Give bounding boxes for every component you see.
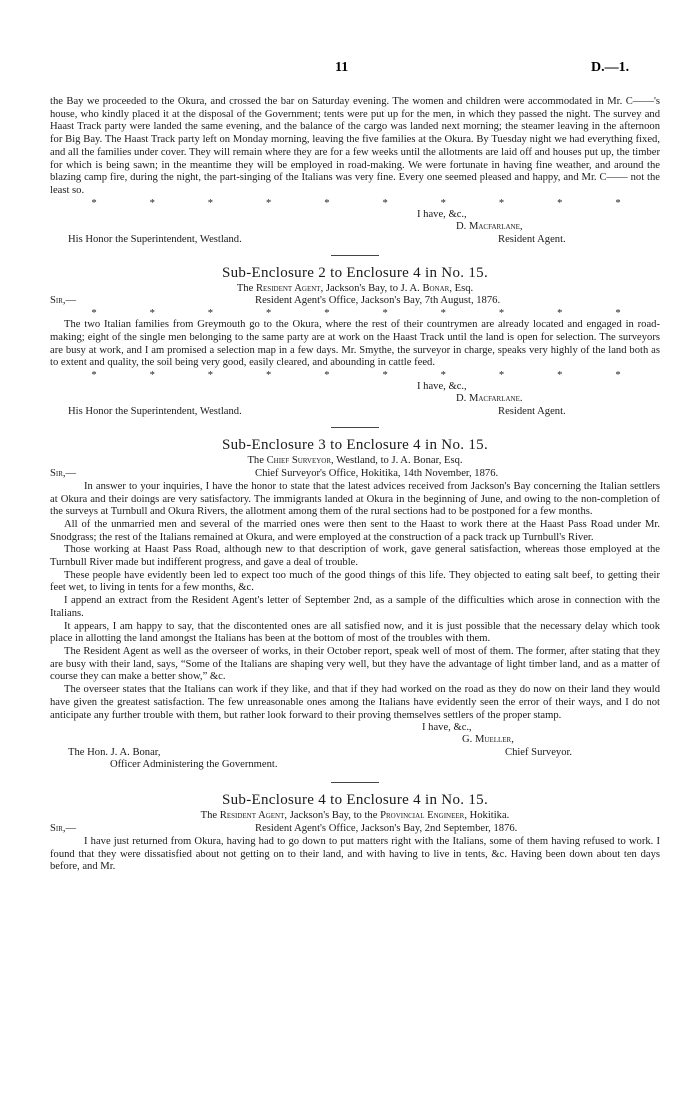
letter-location: Resident Agent's Office, Jackson's Bay, 7th August, 1876. <box>255 295 501 307</box>
salutation: Sir,— <box>50 295 77 307</box>
sub3-signature-block <box>50 722 660 771</box>
sub4-title: Sub-Enclosure 4 to Enclosure 4 in No. 15. <box>221 792 488 809</box>
page-header <box>0 60 700 80</box>
sub3-paragraph: The Resident Agent as well as the overseer of works, in their October report, speak well of most of them. The former, after stating that they are busy with their land, says, “Some of the Italians are shaping very well, but they have the advantage of light timber land, and as a matter of course they can make a better show,” &c. <box>50 645 660 683</box>
document-body <box>50 96 660 874</box>
signatory-role: Resident Agent. <box>498 233 566 245</box>
ellipsis-stars: * * * * * * * * * * <box>91 197 621 209</box>
sub2-salutation-line <box>50 295 660 308</box>
sub3-address-line: The Chief Surveyor, Westland, to J. A. Bonar, Esq. <box>247 455 463 467</box>
section-divider <box>331 255 379 256</box>
sub4-salutation-line <box>50 823 660 836</box>
signatory-role: Resident Agent. <box>498 406 566 418</box>
document-reference: D.—1. <box>591 60 630 75</box>
addressee: His Honor the Superintendent, Westland. <box>68 406 242 418</box>
salutation: Sir,— <box>50 467 77 479</box>
sub2-paragraph: The two Italian families from Greymouth go to the Okura, where the rest of their countrymen are already located and engaged in road-making; eight of the single men belonging to the same party are at work on the Haast Track until the land is open for selection. The surveyors are busy at work, and I am promised a selection map in a few days. Mr. Smythe, the surveyor in charge, speaks very highly of the land both as to extent and quality, the soil being very good, easily cleared, and abounding in cattle feed. <box>50 319 660 369</box>
sub3-paragraph: These people have evidently been led to expect too much of the good things of this life. They objected to eating salt beef, to getting their feet wet, to living in tents for a few months, &c. <box>50 569 660 594</box>
sub3-paragraph: Those working at Haast Pass Road, although new to that description of work, gave general satisfaction, whereas those employed at the Turnbull River made but indifferent progress, and gave a deal of trouble. <box>50 544 660 569</box>
sub3-title: Sub-Enclosure 3 to Enclosure 4 in No. 15. <box>221 437 488 454</box>
signature: D. Macfarlane, <box>456 220 523 232</box>
letter-location: Chief Surveyor's Office, Hokitika, 14th November, 1876. <box>255 467 499 479</box>
sub3-paragraph: All of the unmarried men and several of the married ones were then sent to the Haast to work there at the Haast Pass Road under Mr. Snodgrass; the rest of the Italians remained at Okura, and were employed at the construction of a pack track up Turnbull's River. <box>50 518 660 543</box>
sub3-paragraph: It appears, I am happy to say, that the discontented ones are all satisfied now, and it is just possible that the necessary delay which took place in allotting the land amongst the Italians has been at the bottom of most of the troubles with them. <box>50 620 660 645</box>
signature: D. Macfarlane. <box>456 393 523 405</box>
page-number: 11 <box>335 60 349 75</box>
sub3-paragraph: I append an extract from the Resident Agent's letter of September 2nd, as a sample of the difficulties which arose in connection with the Italians. <box>50 595 660 619</box>
sub2-address-line: The Resident Agent, Jackson's Bay, to J. A. Bonar, Esq. <box>236 282 474 294</box>
signature: G. Mueller, <box>462 734 514 746</box>
closing: I have, &c., <box>422 722 472 734</box>
section-divider <box>331 782 379 783</box>
closing: I have, &c., <box>417 381 467 393</box>
signatory-role: Chief Surveyor. <box>505 747 573 759</box>
intro-signature-block <box>50 209 660 247</box>
addressee: His Honor the Superintendent, Westland. <box>68 233 242 245</box>
closing: I have, &c., <box>417 208 467 220</box>
sub4-paragraph: I have just returned from Okura, having had to go down to put matters right with the Italians, some of them having refused to work. I found that they were dissatisfied about not getting on to their land, and with having to live in tents, &c. Having been down about ten days before, and Mr. <box>50 835 660 873</box>
sub2-title: Sub-Enclosure 2 to Enclosure 4 in No. 15. <box>221 264 488 281</box>
ellipsis-stars: * * * * * * * * * * <box>91 308 621 320</box>
sub4-address-line: The Resident Agent, Jackson's Bay, to the Provincial Engineer, Hokitika. <box>200 810 510 822</box>
sub3-paragraph: In answer to your inquiries, I have the honor to state that the latest advices received from Jackson's Bay concerning the Italian settlers at Okura and their doings are very satisfactory. The immigrants landed at Okura in the beginning of June, and owing to the non-completion of the surveys at Turnbull and Okura Rivers, the allotment among them of the rural sections had to be postponed for a few months. <box>50 480 660 518</box>
letter-location: Resident Agent's Office, Jackson's Bay, 2nd September, 1876. <box>255 822 518 834</box>
sub3-paragraph: The overseer states that the Italians can work if they like, and that if they had worked on the road as they do now on their land they would have given the greatest satisfaction. The few unreasonable ones among the Italians have evidently seen the error of their ways, and I do not anticipate any further trouble with them, but rather look forward to their proving themselves settlers of the proper stamp. <box>50 684 660 721</box>
addressee: The Hon. J. A. Bonar, <box>68 747 161 759</box>
sub3-salutation-line <box>50 468 660 481</box>
intro-paragraph: the Bay we proceeded to the Okura, and crossed the bar on Saturday evening. The women and children were accommodated in Mr. C——'s house, who kindly placed it at the disposal of the Government; tents were put up for the men, in which they passed the night. The survey and Haast Track party were landed the same evening, and the balance of the cargo was landed next morning; the steamer leaving in the afternoon for Big Bay. The Haast Track party left on Monday morning, leaving the five families at the Okura. By Tuesday night we had everything fixed, and all the families under cover. They will remain where they are for a few weeks until the allotments are laid off and houses put up, the timber for which is being sawn; in the meantime they will be employed in road-making. We were fortunate in having fine weather, and around the blazing camp fire, during the night, the part-singing of the Italians was very fine. Every one seemed pleased and happy, and Mr. C—— not the least so. <box>50 96 660 196</box>
ellipsis-stars: * * * * * * * * * * <box>91 370 621 382</box>
sub2-signature-block <box>50 381 660 419</box>
section-divider <box>331 427 379 428</box>
addressee-office: Officer Administering the Government. <box>110 759 278 771</box>
salutation: Sir,— <box>50 822 77 834</box>
